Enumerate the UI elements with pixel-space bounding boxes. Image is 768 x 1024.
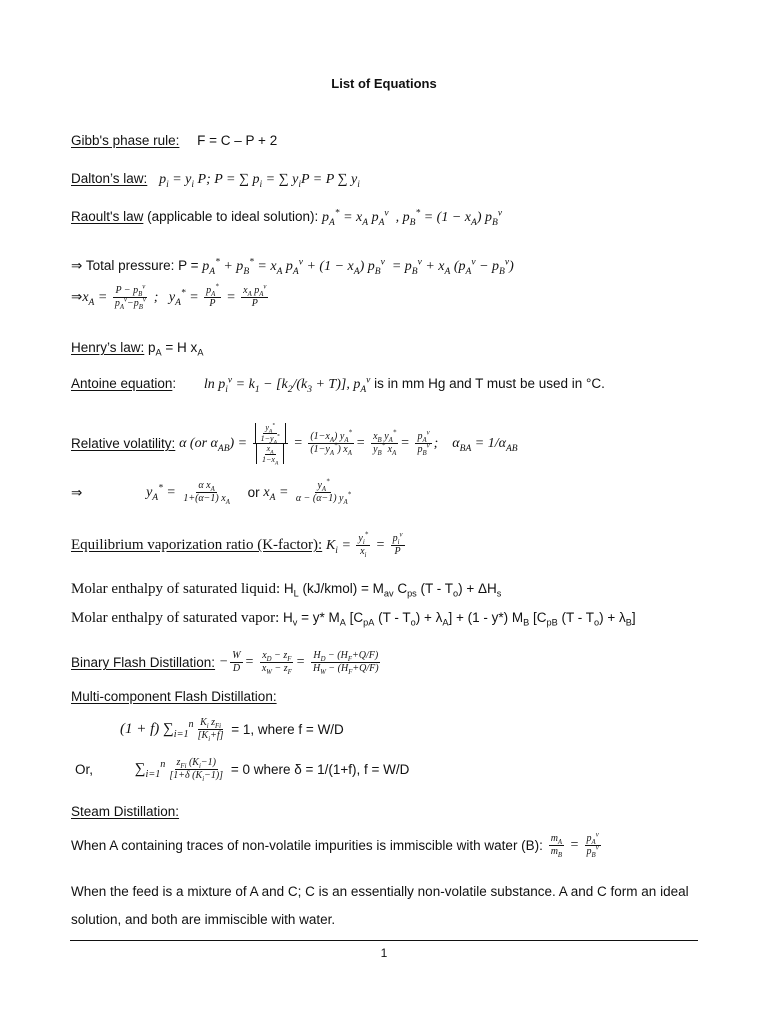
- antoine-label: Antoine equation: [71, 376, 173, 391]
- gibbs-equation: F = C – P + 2: [197, 133, 278, 148]
- henry-label: Henry’s law:: [71, 340, 145, 355]
- raoult-label: Raoult's law: [71, 209, 144, 224]
- dalton-equation: $p_i = y_i$ P; P = ∑ $p_i$ = ∑ $y_iP = P$ ∑ $y_i$: [159, 172, 360, 190]
- enth-liq-equation: $H_L$ (kJ/kmol) = $M_{av}$ $C_{ps}$ $(T - T_o) + \Delta H_s$: [283, 581, 502, 599]
- gibbs-phase-rule: [71, 134, 277, 148]
- relvol-rearranged: ⇒ $y_A^*$ = $\frac{\alpha x_A}{1+(\alpha-1) x_A}$ or $x_A$ = $\frac{y_A^*}{\alpha - (\alpha-1) y_A^*}$: [71, 478, 352, 506]
- page-number: 1: [380, 946, 388, 960]
- page-title: List of Equations: [331, 76, 437, 91]
- enthalpy-liquid: [71, 582, 501, 597]
- steam-case2-line2: solution, and both are immiscible with water.: [71, 912, 336, 927]
- henry-equation: $p_A = H$ $x_A$: [144, 340, 204, 358]
- multi-flash-eq1: (1 + f) $\sum_{i=1}^n$ $K_i$ $z_{Fi}$ $[K_i+f]$ = 1, where f = W/D: [120, 717, 344, 743]
- raoults-law: [71, 208, 503, 228]
- multi-flash-label-row: [71, 690, 277, 704]
- steam-label: Steam Distillation:: [71, 804, 180, 819]
- enth-vap-label: Molar enthalpy of saturated vapor:: [71, 610, 280, 626]
- enth-vap-equation: $H_v = y*$ $M_A$ [$C_{pA}$ $(T - T_o) + \lambda_A] + (1 - y*)$ $M_B$ [$C_{pB}$ $(T - T_o) + \lambda_B$]: [283, 610, 636, 628]
- steam-case2-line1: When the feed is a mixture of A and C; C is an essentially non-volatile substance. A and C form an ideal: [71, 884, 689, 899]
- antoine-equation: Antoine equation: $\ln p_i^v = k_1 - [k_2/(k_3 + T)]$, $p_A^v$ is in mm Hg and T must be used in °C.: [71, 375, 605, 395]
- binary-flash-label: Binary Flash Distillation:: [71, 654, 216, 670]
- raoult-equation: $p_A^* = x_A$ $p_A^v$ , $p_B^* = (1 - x_A)$ $p_B^v$: [321, 208, 503, 228]
- henrys-law: [71, 340, 204, 358]
- steam-distillation-label-row: [71, 805, 179, 819]
- enth-liq-label: Molar enthalpy of saturated liquid:: [71, 581, 281, 597]
- multi-flash-label: Multi-component Flash Distillation:: [71, 689, 277, 704]
- steam-case1: When A containing traces of non-volatile impurities is immiscible with water (B): $\frac{m_A}{m_B}$ = $p_A^v$ $p_B^v$: [71, 831, 599, 859]
- antoine-tail: is in mm Hg and T must be used in °C.: [370, 376, 605, 391]
- relative-volatility: Relative volatility: α (or $\alpha_{AB}$) = $\frac{\frac{y_A^*}{1-y_A^*}}{\frac{x_A}{1-x_A}}$ = $\frac{(1-x_A) y_A^*}{(1-y_A^*) x_A}$ = $\frac{x_B y_A^*}{y_B^* x_A}$ = $p_A^v$ $p_B^v$ ; $\alpha_{BA} = 1/\alpha_{AB}$: [71, 422, 518, 467]
- binary-flash: Binary Flash Distillation: − $\frac{W}{D}$ = $\frac{x_D - z_F}{x_W - z_F}$ = $\frac{H_D - (H_F+Q/F)}{H_W - (H_F+Q/F)}$: [71, 650, 379, 676]
- k-factor: Equilibrium vaporization ratio (K-factor): $K_i$ = $\frac{y_i^*}{x_i}$ = $p_i^v$ P: [71, 531, 403, 559]
- kfactor-label: Equilibrium vaporization ratio (K-factor):: [71, 537, 323, 553]
- enthalpy-vapor: [71, 611, 636, 626]
- raoult-note: (applicable to ideal solution):: [143, 209, 322, 224]
- total-pressure-equation: $p_A^* + p_B^* = x_A$ $p_A^v + (1 - x_A) p_B^v = p_B^v + x_A$ $(p_A^v - p_B^v)$: [202, 257, 514, 277]
- total-pressure-prefix: ⇒ Total pressure: P =: [71, 258, 203, 273]
- daltons-law: [71, 171, 360, 190]
- footer-divider: [70, 940, 698, 941]
- or-label: Or,: [75, 761, 94, 777]
- gibbs-label: Gibb's phase rule:: [71, 133, 180, 148]
- xa-ya-relations: $\Rightarrow x_A$ = $P - p_B^v$ $p_A^v-p_B^v$ ; $y_A^*$ = $\frac{p_A^*}{P}$ = $x_A$ $p_A^v$ P: [71, 283, 267, 311]
- multi-flash-eq2: Or, $\sum_{i=1}^n$ $z_{Fi}$ $(K_i-1)$ [1+δ $(K_i-1)$] = 0 where δ = 1/(1+f), f = W/D: [75, 757, 410, 783]
- antoine-formula: $\ln p_i^v = k_1 - [k_2/(k_3 + T)]$, $p_A^v$: [203, 375, 371, 395]
- dalton-label: Dalton’s law:: [71, 171, 148, 186]
- relvol-label: Relative volatility:: [71, 435, 176, 451]
- total-pressure: [71, 257, 514, 277]
